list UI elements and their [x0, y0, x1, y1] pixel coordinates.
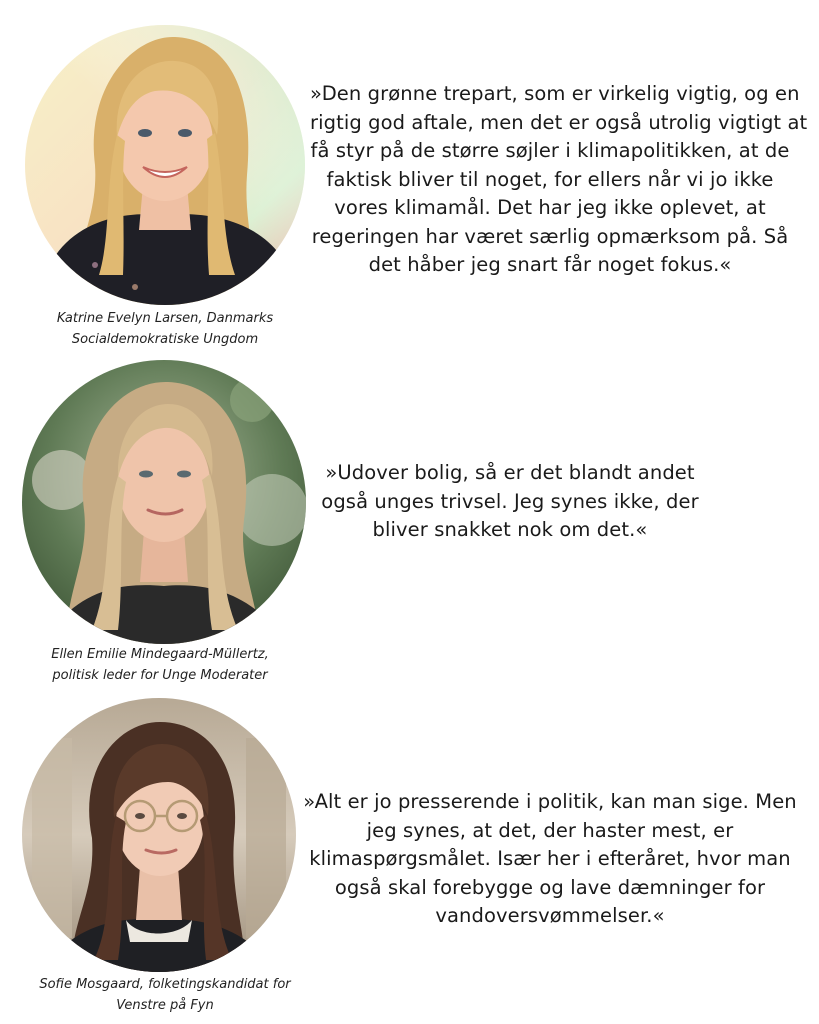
quote-line: klimaspørgsmålet. Især her i efteråret, hvor man [309, 847, 791, 870]
quote-line: jeg synes, at det, der haster mest, er [366, 818, 734, 842]
quote-line: regeringen har været særlig opmærksom på. Så [311, 224, 789, 248]
portrait-photo [22, 360, 306, 644]
caption-line: Katrine Evelyn Larsen, Danmarks [56, 311, 274, 326]
quote-line: også unges trivsel. Jeg synes ikke, der [321, 489, 699, 513]
caption-line: Socialdemokratiske Ungdom [71, 332, 259, 347]
quote-line: vandoversvømmelser.« [435, 904, 665, 927]
quote-line: »Den grønne trepart, som er virkelig vigtig, og en [310, 82, 800, 105]
quote-line: »Udover bolig, så er det blandt andet [325, 461, 695, 484]
caption-line: Sofie Mosgaard, folketingskandidat for [39, 977, 291, 992]
quote-line: det håber jeg snart får noget fokus.« [368, 253, 732, 276]
person-caption [20, 308, 310, 350]
quote-line: faktisk bliver til noget, for ellers når vi jo ikke [326, 167, 774, 191]
portrait-photo [22, 698, 296, 972]
quote-line: også skal forebygge og lave dæmninger for [334, 875, 766, 899]
portrait-photo [25, 25, 305, 305]
caption-line: Venstre på Fyn [116, 998, 214, 1013]
quote-text [310, 459, 710, 545]
person-caption [10, 644, 310, 686]
quote-text [310, 80, 808, 280]
caption-line: Ellen Emilie Mindegaard-Müllertz, [51, 647, 269, 662]
quote-line: bliver snakket nok om det.« [372, 518, 648, 541]
quote-text [300, 788, 800, 931]
quote-line: rigtig god aftale, men det er også utrolig vigtigt at [310, 110, 808, 134]
quote-line: vores klimamål. Det har jeg ikke oplevet, at [334, 196, 766, 219]
caption-line: politisk leder for Unge Moderater [52, 668, 268, 683]
person-caption [15, 974, 315, 1016]
quote-line: få styr på de større søjler i klimapolitikken, at de [310, 139, 790, 162]
quote-line: »Alt er jo presserende i politik, kan man sige. Men [303, 790, 797, 813]
